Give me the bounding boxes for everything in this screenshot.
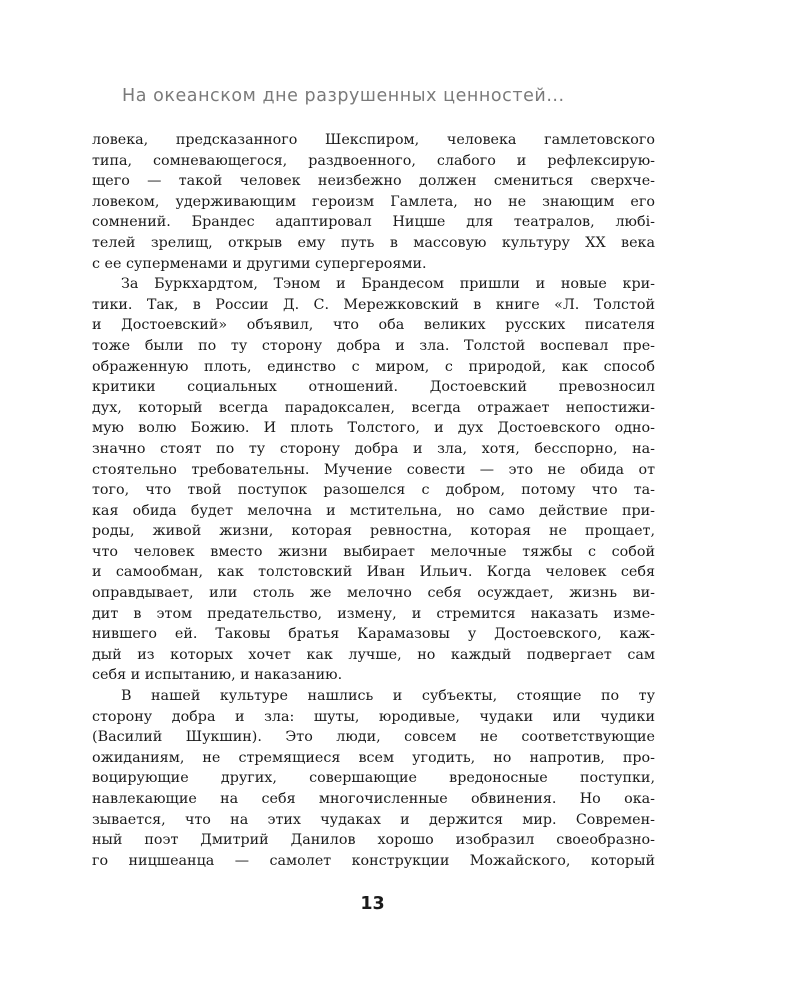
text-line: того, что твой поступок разошелся с добром, потому что та- — [92, 482, 655, 499]
paragraph — [92, 686, 655, 871]
text-line: За Буркхардтом, Тэном и Брандесом пришли и новые кри- — [121, 276, 655, 293]
text-line: сомнений. Брандес адаптировал Ницше для театралов, любі- — [92, 214, 655, 231]
text-line: оправдывает, или столь же мелочно себя осуждает, жизнь ви- — [92, 585, 655, 602]
page-number: 13 — [360, 894, 385, 914]
text-line: (Василий Шукшин). Это люди, совсем не соответствующие — [92, 729, 655, 746]
text-line: роды, живой жизни, которая ревностна, которая не прощает, — [92, 523, 655, 540]
text-line: ный поэт Дмитрий Данилов хорошо изобразил своеобразно- — [92, 832, 655, 849]
text-line: сторону добра и зла: шуты, юродивые, чудаки или чудики — [92, 708, 655, 725]
text-line: ловека, предсказанного Шекспиром, человека гамлетовского — [92, 132, 655, 148]
text-line: типа, сомневающегося, раздвоенного, слабого и рефлексирую- — [92, 152, 655, 169]
text-line: кая обида будет мелочна и мстительна, но само действие при- — [92, 502, 655, 519]
text-line: го ницшеанца — самолет конструкции Можайского, который — [92, 852, 655, 869]
text-line: критики социальных отношений. Достоевский превозносил — [92, 379, 655, 396]
paragraph — [92, 274, 655, 686]
text-line: навлекающие на себя многочисленные обвинения. Но ока- — [92, 791, 655, 807]
text-line: и самообман, как толстовский Иван Ильич. Когда человек себя — [92, 564, 655, 581]
text-line: тоже были по ту сторону добра и зла. Толстой воспевал пре- — [92, 337, 655, 354]
text-line: что человек вместо жизни выбирает мелочные тяжбы с собой — [92, 543, 655, 560]
text-line: щего — такой человек неизбежно должен смениться сверхче- — [92, 173, 655, 190]
text-line: дух, который всегда парадоксален, всегда отражает непостижи- — [92, 399, 655, 416]
text-line: мую волю Божию. И плоть Толстого, и дух Достоевского одно- — [92, 420, 655, 437]
text-line: ловеком, удерживающим героизм Гамлета, но не знающим его — [92, 193, 655, 210]
text-line: дит в этом предательство, измену, и стремится наказать изме- — [92, 605, 655, 622]
text-line: значно стоят по ту сторону добра и зла, хотя, бесспорно, на- — [92, 440, 655, 457]
text-line: телей зрелищ, открыв ему путь в массовую культуру XX века — [92, 234, 655, 251]
text-line: стоятельно требовательны. Мучение совести — это не обида от — [92, 461, 655, 478]
paragraph — [92, 130, 655, 274]
text-line: зывается, что на этих чудаках и держится мир. Современ- — [92, 811, 655, 828]
text-line: ображенную плоть, единство с миром, с природой, как способ — [92, 358, 655, 375]
text-line: В нашей культуре нашлись и субъекты, стоящие по ту — [121, 688, 655, 705]
body-text — [92, 130, 655, 871]
text-line: ожиданиям, не стремящиеся всем угодить, но напротив, про- — [92, 749, 655, 766]
text-line: воцирующие других, совершающие вредоносные поступки, — [92, 770, 655, 787]
text-line: дый из которых хочет как лучше, но каждый подвергает сам — [92, 646, 655, 663]
text-line: и Достоевский» объявил, что оба великих русских писателя — [92, 317, 655, 334]
text-line: с ее суперменами и другими супергероями. — [92, 255, 427, 272]
text-line: себя и испытанию, и наказанию. — [92, 667, 343, 684]
running-head: На океанском дне разрушенных ценностей... — [122, 86, 565, 106]
text-line: нившего ей. Таковы братья Карамазовы у Достоевского, каж- — [92, 626, 655, 643]
text-line: тики. Так, в России Д. С. Мережковский в книге «Л. Толстой — [92, 296, 655, 313]
